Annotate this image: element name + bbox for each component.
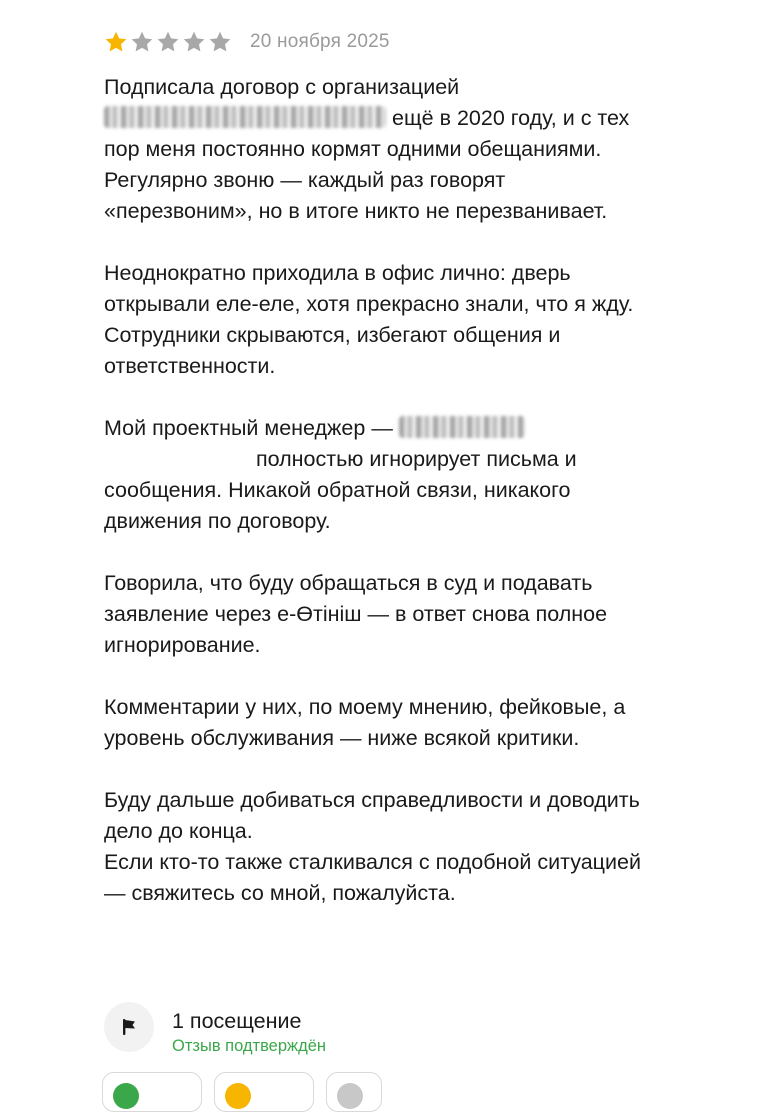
like-button[interactable]	[102, 1072, 202, 1112]
paragraph-text: Мой проектный менеджер —	[104, 416, 393, 440]
visit-count: 1 посещение	[172, 1009, 302, 1033]
more-button[interactable]	[326, 1072, 382, 1112]
paragraph-text: ещё в 2020 году, и с тех пор меня постоянно кормят одними обещаниями. Регулярно звоню — каждый раз говорят «перезвоним», но в итоге никто не перезванивает.	[104, 106, 630, 223]
paragraph-text: Комментарии у них, по моему мнению, фейковые, а уровень обслуживания — ниже всякой критики.	[104, 695, 626, 750]
reactions-bar	[102, 1072, 382, 1112]
visits-text	[172, 1002, 326, 1056]
review-paragraph	[104, 72, 644, 227]
star-empty-icon	[208, 30, 232, 54]
visits-info	[104, 1002, 326, 1056]
paragraph-text: полностью игнорирует письма и сообщения. Никакой обратной связи, никакого движения по договору.	[104, 447, 577, 533]
redacted-company-name	[104, 106, 386, 128]
paragraph-text: Если кто-то также сталкивался с подобной ситуацией — свяжитесь со мной, пожалуйста.	[104, 850, 641, 905]
paragraph-text: Неоднократно приходила в офис лично: дверь открывали еле-еле, хотя прекрасно знали, что я жду. Сотрудники скрываются, избегают общения и ответственности.	[104, 261, 634, 378]
review-paragraph	[104, 413, 644, 537]
redacted-manager-name	[399, 416, 525, 438]
star-filled-icon	[104, 30, 128, 54]
dislike-button[interactable]	[214, 1072, 314, 1112]
flag-icon	[104, 1002, 154, 1052]
rating-stars	[104, 30, 232, 54]
review-date: 20 ноября 2025	[250, 31, 390, 52]
verified-badge: Отзыв подтверждён	[172, 1037, 326, 1055]
paragraph-text: Подписала договор с организацией	[104, 75, 460, 99]
paragraph-text: Буду дальше добиваться справедливости и доводить дело до конца.	[104, 788, 640, 843]
review-card	[104, 26, 644, 909]
review-paragraph	[104, 568, 644, 661]
paragraph-text: Говорила, что буду обращаться в суд и подавать заявление через e-Өтініш — в ответ снова полное игнорирование.	[104, 571, 608, 657]
review-paragraph	[104, 258, 644, 382]
review-text	[104, 72, 644, 909]
review-header	[104, 26, 644, 58]
star-empty-icon	[130, 30, 154, 54]
star-empty-icon	[182, 30, 206, 54]
star-empty-icon	[156, 30, 180, 54]
review-paragraph	[104, 692, 644, 754]
review-paragraph	[104, 785, 644, 909]
